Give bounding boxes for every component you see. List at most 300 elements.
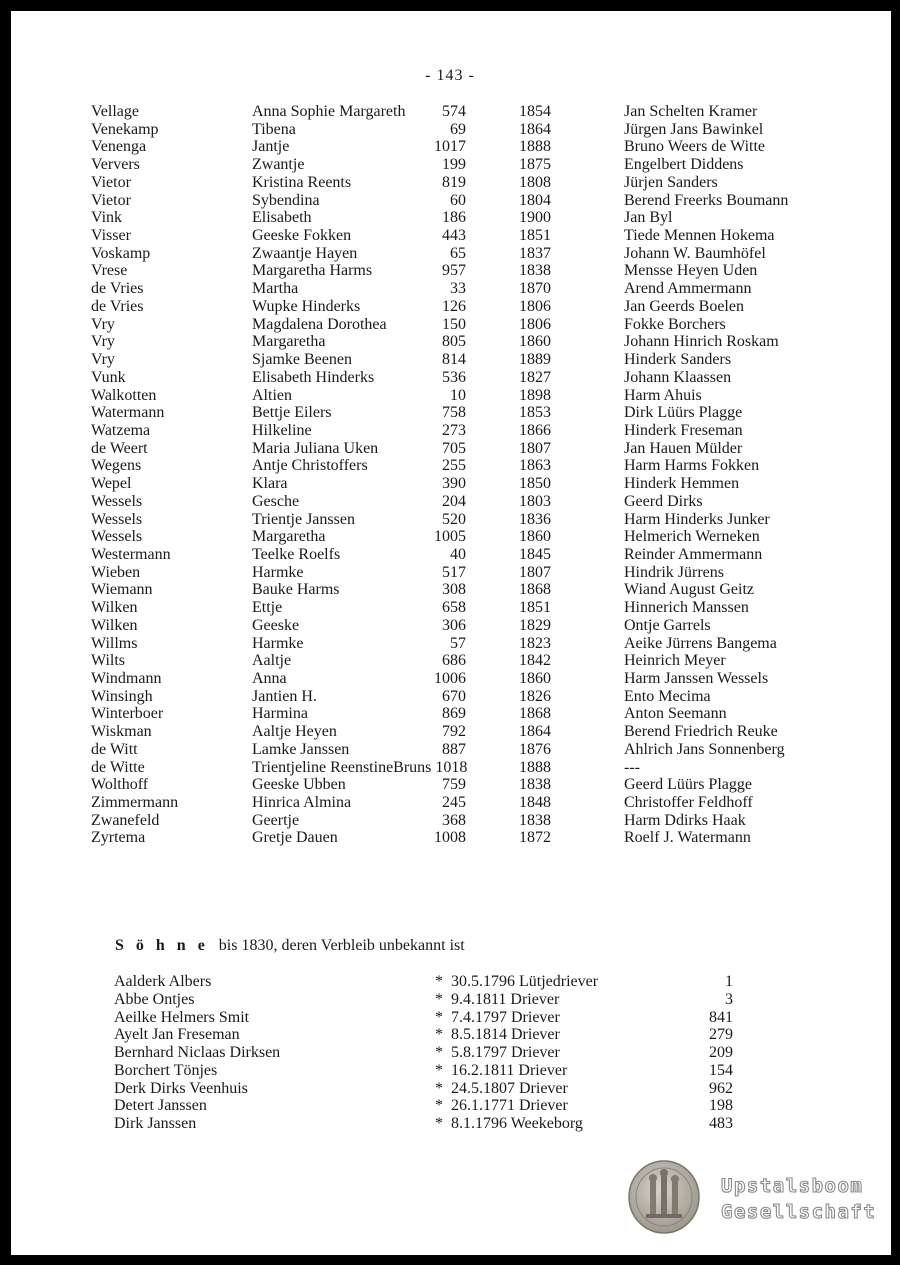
given-name-cell: Margaretha Harms xyxy=(252,262,373,280)
table-row xyxy=(0,688,900,706)
year-cell: 1900 xyxy=(519,209,551,227)
year-cell: 1864 xyxy=(519,723,551,741)
table-row xyxy=(0,209,900,227)
spouse-cell: Harm Harms Fokken xyxy=(624,457,760,475)
surname-cell: Westermann xyxy=(91,545,171,563)
given-name-cell: Geeske xyxy=(252,616,300,634)
given-name-cell: Sjamke Beenen xyxy=(252,351,352,369)
year-cell: 1851 xyxy=(519,599,551,617)
table-row xyxy=(0,351,900,369)
given-name-cell: Zwantje xyxy=(252,156,305,174)
year-cell: 1826 xyxy=(519,687,551,705)
given-name-cell: Magdalena Dorothea xyxy=(252,315,387,333)
year-cell: 1808 xyxy=(519,173,551,191)
table-row xyxy=(0,741,900,759)
spouse-cell: Johann W. Baumhöfel xyxy=(624,244,766,262)
surname-cell: Walkotten xyxy=(91,386,157,404)
spouse-cell: Ento Mecima xyxy=(624,687,711,705)
spouse-cell: Jürjen Sanders xyxy=(624,173,718,191)
number-cell: 536 xyxy=(442,368,466,386)
spouse-cell: Hindrik Jürrens xyxy=(624,563,724,581)
given-name-cell: Martha xyxy=(252,280,299,298)
number-cell: 33 xyxy=(450,280,466,298)
birth-date-place: 26.1.1771 Driever xyxy=(451,1097,568,1115)
given-name-cell: Zwaantje Hayen xyxy=(252,244,358,262)
surname-cell: Vrese xyxy=(91,262,128,280)
section-heading-spaced: S ö h n e xyxy=(115,937,209,954)
given-name-cell: Geeske Fokken xyxy=(252,227,352,245)
number-cell: 957 xyxy=(442,262,466,280)
surname-cell: Watzema xyxy=(91,421,151,439)
number-cell: 686 xyxy=(442,652,466,670)
spouse-cell: Ontje Garrels xyxy=(624,616,711,634)
birth-marker: * xyxy=(435,1115,443,1132)
son-number: 154 xyxy=(709,1061,733,1079)
number-cell: 819 xyxy=(442,173,466,191)
number-cell: 517 xyxy=(442,563,466,581)
son-name: Ayelt Jan Freseman xyxy=(114,1026,240,1044)
given-name-cell: Aaltje xyxy=(252,652,292,670)
year-cell: 1868 xyxy=(519,581,551,599)
given-name-cell: Margaretha xyxy=(252,333,326,351)
spouse-cell: Jürgen Jans Bawinkel xyxy=(624,120,764,138)
surname-cell: Vink xyxy=(91,209,123,227)
year-cell: 1838 xyxy=(519,811,551,829)
number-cell: 758 xyxy=(442,404,466,422)
table-row xyxy=(0,759,900,777)
number-cell: 670 xyxy=(442,687,466,705)
given-name-cell: Antje Christoffers xyxy=(252,457,368,475)
given-name-cell: Kristina Reents xyxy=(252,173,352,191)
given-name-cell: Geertje xyxy=(252,811,300,829)
surname-cell: de Vries xyxy=(91,280,144,298)
birth-marker: * xyxy=(435,1097,443,1115)
sons-table xyxy=(0,973,900,1133)
surname-cell: Wilken xyxy=(91,616,138,634)
number-cell: 69 xyxy=(450,120,466,138)
logo-text xyxy=(721,1173,876,1225)
list-item xyxy=(0,1115,900,1133)
given-name-cell: Hilkeline xyxy=(252,421,312,439)
year-cell: 1838 xyxy=(519,262,551,280)
list-item xyxy=(0,1080,900,1098)
list-item xyxy=(0,991,900,1009)
table-row xyxy=(0,511,900,529)
year-cell: 1860 xyxy=(519,670,551,687)
table-row xyxy=(0,138,900,156)
birth-date-place: 8.5.1814 Driever xyxy=(451,1026,560,1044)
year-cell: 1860 xyxy=(519,333,551,351)
son-name: Bernhard Niclaas Dirksen xyxy=(114,1044,281,1061)
surname-cell: Windmann xyxy=(91,670,162,687)
surname-cell: Winterboer xyxy=(91,705,164,723)
spouse-cell: Berend Freerks Boumann xyxy=(624,191,789,209)
spouse-cell: Bruno Weers de Witte xyxy=(624,138,765,156)
given-name-cell: Wupke Hinderks xyxy=(252,297,361,315)
surname-cell: Willms xyxy=(91,634,138,652)
given-name-cell: Margaretha xyxy=(252,528,326,546)
table-row xyxy=(0,156,900,174)
given-name-cell: Tibena xyxy=(252,120,296,138)
given-name-cell: Klara xyxy=(252,475,288,493)
spouse-cell: Roelf J. Watermann xyxy=(624,829,751,847)
birth-date-place: 16.2.1811 Driever xyxy=(451,1061,568,1079)
surname-cell: Wepel xyxy=(91,475,132,493)
given-name-cell: Elisabeth xyxy=(252,209,312,227)
surname-cell: Wessels xyxy=(91,528,143,546)
year-cell: 1898 xyxy=(519,386,551,404)
year-cell: 1851 xyxy=(519,227,551,245)
year-cell: 1823 xyxy=(519,634,551,652)
son-number: 841 xyxy=(709,1008,733,1026)
table-row xyxy=(0,457,900,475)
given-name-cell: Bettje Eilers xyxy=(252,404,332,422)
year-cell: 1875 xyxy=(519,156,551,174)
given-name-cell: Aaltje Heyen xyxy=(252,723,337,741)
table-row xyxy=(0,617,900,635)
son-number: 483 xyxy=(709,1115,733,1132)
number-cell: 273 xyxy=(442,421,466,439)
number-cell: 443 xyxy=(442,227,466,245)
table-row xyxy=(0,440,900,458)
son-number: 962 xyxy=(709,1079,733,1097)
birth-marker: * xyxy=(435,1026,443,1044)
given-name-cell: Hinrica Almina xyxy=(252,794,352,812)
table-row xyxy=(0,103,900,121)
year-cell: 1868 xyxy=(519,705,551,723)
spouse-cell: Berend Friedrich Reuke xyxy=(624,723,778,741)
year-cell: 1876 xyxy=(519,740,551,758)
surname-cell: Wilken xyxy=(91,599,138,617)
spouse-cell: Johann Hinrich Roskam xyxy=(624,333,779,351)
society-logo xyxy=(628,1160,878,1234)
table-row xyxy=(0,812,900,830)
surname-cell: Zwanefeld xyxy=(91,811,160,829)
surname-cell: Ververs xyxy=(91,156,140,174)
birth-marker: * xyxy=(435,1044,443,1061)
surname-cell: de Witt xyxy=(91,740,138,758)
table-row xyxy=(0,635,900,653)
year-cell: 1860 xyxy=(519,528,551,546)
surname-cell: Wessels xyxy=(91,510,143,528)
number-cell: 520 xyxy=(442,510,466,528)
birth-date-place: 8.1.1796 Weekeborg xyxy=(451,1115,583,1132)
list-item xyxy=(0,973,900,991)
table-row xyxy=(0,245,900,263)
section-heading xyxy=(115,937,465,955)
table-row xyxy=(0,333,900,351)
year-cell: 1866 xyxy=(519,421,551,439)
logo-line-1: Upstalsboom xyxy=(721,1175,864,1197)
son-name: Detert Janssen xyxy=(114,1097,207,1115)
number-cell: 368 xyxy=(442,811,466,829)
table-row xyxy=(0,422,900,440)
son-name: Dirk Janssen xyxy=(114,1115,197,1132)
year-cell: 1803 xyxy=(519,492,551,510)
birth-marker: * xyxy=(435,1061,443,1079)
spouse-cell: Harm Janssen Wessels xyxy=(624,670,769,687)
year-cell: 1838 xyxy=(519,776,551,794)
surname-cell: Zyrtema xyxy=(91,829,146,847)
given-name-cell: Gesche xyxy=(252,492,300,510)
year-cell: 1806 xyxy=(519,315,551,333)
spouse-cell: Harm Hinderks Junker xyxy=(624,510,770,528)
year-cell: 1827 xyxy=(519,368,551,386)
surname-cell: Wolthoff xyxy=(91,776,149,794)
marriage-table xyxy=(0,103,900,847)
son-number: 279 xyxy=(709,1026,733,1044)
table-row xyxy=(0,705,900,723)
surname-cell: Winsingh xyxy=(91,687,153,705)
surname-cell: Vry xyxy=(91,315,115,333)
list-item xyxy=(0,1044,900,1062)
number-cell: 57 xyxy=(450,634,466,652)
surname-cell: Wiskman xyxy=(91,723,152,741)
surname-cell: Vellage xyxy=(91,103,139,120)
table-row xyxy=(0,776,900,794)
number-cell: 887 xyxy=(442,740,466,758)
spouse-cell: Anton Seemann xyxy=(624,705,727,723)
year-cell: 1850 xyxy=(519,475,551,493)
surname-cell: Wegens xyxy=(91,457,142,475)
son-name: Aalderk Albers xyxy=(114,973,212,990)
table-row xyxy=(0,404,900,422)
surname-cell: Wieben xyxy=(91,563,141,581)
number-cell: 255 xyxy=(442,457,466,475)
spouse-cell: --- xyxy=(624,758,640,776)
spouse-cell: Wiand August Geitz xyxy=(624,581,754,599)
year-cell: 1888 xyxy=(519,758,551,776)
spouse-cell: Helmerich Werneken xyxy=(624,528,760,546)
table-row xyxy=(0,387,900,405)
son-name: Derk Dirks Veenhuis xyxy=(114,1079,248,1097)
number-cell: 126 xyxy=(442,297,466,315)
number-cell: 308 xyxy=(442,581,466,599)
number-cell: 199 xyxy=(442,156,466,174)
table-row xyxy=(0,174,900,192)
table-row xyxy=(0,581,900,599)
table-row xyxy=(0,599,900,617)
birth-marker: * xyxy=(435,990,443,1008)
year-cell: 1863 xyxy=(519,457,551,475)
surname-cell: Watermann xyxy=(91,404,165,422)
given-name-cell: Teelke Roelfs xyxy=(252,545,341,563)
given-name-cell: Gretje Dauen xyxy=(252,829,338,847)
list-item xyxy=(0,1026,900,1044)
surname-cell: Vietor xyxy=(91,173,131,191)
year-cell: 1807 xyxy=(519,439,551,457)
spouse-cell: Jan Schelten Kramer xyxy=(624,103,758,120)
surname-cell: Vietor xyxy=(91,191,131,209)
spouse-cell: Fokke Borchers xyxy=(624,315,726,333)
given-name-cell: Jantien H. xyxy=(252,687,317,705)
given-name-cell: Lamke Janssen xyxy=(252,740,350,758)
surname-cell: Wessels xyxy=(91,492,143,510)
spouse-cell: Reinder Ammermann xyxy=(624,545,763,563)
spouse-cell: Jan Hauen Mülder xyxy=(624,439,743,457)
logo-line-2: Gesellschaft xyxy=(721,1201,877,1223)
table-row xyxy=(0,670,900,688)
spouse-cell: Mensse Heyen Uden xyxy=(624,262,758,280)
number-cell: 150 xyxy=(442,315,466,333)
list-item xyxy=(0,1097,900,1115)
year-cell: 1842 xyxy=(519,652,551,670)
given-name-cell: Harmke xyxy=(252,634,304,652)
year-cell: 1872 xyxy=(519,829,551,847)
spouse-cell: Hinderk Sanders xyxy=(624,351,732,369)
table-row xyxy=(0,227,900,245)
spouse-cell: Hinnerich Manssen xyxy=(624,599,749,617)
spouse-cell: Ahlrich Jans Sonnenberg xyxy=(624,740,785,758)
table-row xyxy=(0,262,900,280)
birth-date-place: 5.8.1797 Driever xyxy=(451,1044,560,1061)
year-cell: 1853 xyxy=(519,404,551,422)
table-row xyxy=(0,564,900,582)
spouse-cell: Tiede Mennen Hokema xyxy=(624,227,775,245)
given-name-cell: Elisabeth Hinderks xyxy=(252,368,375,386)
table-row xyxy=(0,121,900,139)
year-cell: 1845 xyxy=(519,545,551,563)
spouse-cell: Hinderk Hemmen xyxy=(624,475,740,493)
number-cell: 658 xyxy=(442,599,466,617)
year-cell: 1837 xyxy=(519,244,551,262)
number-cell: 245 xyxy=(442,794,466,812)
number-cell: 1008 xyxy=(434,829,466,847)
spouse-cell: Harm Ddirks Haak xyxy=(624,811,746,829)
table-row xyxy=(0,298,900,316)
number-cell: 10 xyxy=(450,386,466,404)
year-cell: 1836 xyxy=(519,510,551,528)
son-number: 3 xyxy=(725,990,733,1008)
surname-cell: de Witte xyxy=(91,758,145,776)
number-cell: 574 xyxy=(442,103,466,120)
son-number: 209 xyxy=(709,1044,733,1061)
number-cell: 204 xyxy=(442,492,466,510)
year-cell: 1889 xyxy=(519,351,551,369)
table-row xyxy=(0,493,900,511)
number-cell: 306 xyxy=(442,616,466,634)
year-cell: 1829 xyxy=(519,616,551,634)
number-cell: 805 xyxy=(442,333,466,351)
spouse-cell: Aeike Jürrens Bangema xyxy=(624,634,777,652)
table-row xyxy=(0,794,900,812)
spouse-cell: Geerd Dirks xyxy=(624,492,703,510)
number-cell: 814 xyxy=(442,351,466,369)
surname-cell: Visser xyxy=(91,227,131,245)
given-name-cell: Ettje xyxy=(252,599,283,617)
surname-cell: de Weert xyxy=(91,439,148,457)
given-name-cell: Altien xyxy=(252,386,292,404)
given-name-cell: Trientje Janssen xyxy=(252,510,355,528)
table-row xyxy=(0,723,900,741)
spouse-cell: Dirk Lüürs Plagge xyxy=(624,404,743,422)
number-cell: 186 xyxy=(442,209,466,227)
number-cell: 60 xyxy=(450,191,466,209)
surname-cell: Zimmermann xyxy=(91,794,179,812)
number-cell: 869 xyxy=(442,705,466,723)
birth-marker: * xyxy=(435,1079,443,1097)
number-cell: 705 xyxy=(442,439,466,457)
seal-icon xyxy=(628,1160,700,1234)
son-name: Borchert Tönjes xyxy=(114,1061,218,1079)
table-row xyxy=(0,652,900,670)
given-name-cell: Geeske Ubben xyxy=(252,776,346,794)
table-row xyxy=(0,280,900,298)
table-row xyxy=(0,192,900,210)
given-name-cell: Jantje xyxy=(252,138,290,156)
number-cell: 792 xyxy=(442,723,466,741)
list-item xyxy=(0,1009,900,1027)
surname-cell: Voskamp xyxy=(91,244,151,262)
surname-cell: Vry xyxy=(91,333,115,351)
birth-marker: * xyxy=(435,1008,443,1026)
given-name-cell: Bauke Harms xyxy=(252,581,340,599)
table-row xyxy=(0,475,900,493)
given-name-cell: Harmina xyxy=(252,705,308,723)
year-cell: 1804 xyxy=(519,191,551,209)
table-row xyxy=(0,528,900,546)
spouse-cell: Arend Ammermann xyxy=(624,280,752,298)
spouse-cell: Hinderk Freseman xyxy=(624,421,743,439)
year-cell: 1870 xyxy=(519,280,551,298)
year-cell: 1854 xyxy=(519,103,551,120)
surname-cell: Venekamp xyxy=(91,120,159,138)
given-name-cell: Anna Sophie Margareth xyxy=(252,103,406,120)
son-number: 1 xyxy=(725,973,733,990)
spouse-cell: Johann Klaassen xyxy=(624,368,732,386)
page-number: - 143 - xyxy=(425,67,475,84)
birth-date-place: 30.5.1796 Lütjedriever xyxy=(451,973,599,990)
number-cell: 1006 xyxy=(434,670,466,687)
spouse-cell: Engelbert Diddens xyxy=(624,156,744,174)
table-row xyxy=(0,829,900,847)
year-cell: 1807 xyxy=(519,563,551,581)
surname-cell: Venenga xyxy=(91,138,147,156)
surname-cell: Vunk xyxy=(91,368,126,386)
year-cell: 1848 xyxy=(519,794,551,812)
given-name-cell: Harmke xyxy=(252,563,304,581)
surname-cell: Wiemann xyxy=(91,581,153,599)
spouse-cell: Jan Geerds Boelen xyxy=(624,297,744,315)
given-name-cell: Anna xyxy=(252,670,287,687)
birth-date-place: 24.5.1807 Driever xyxy=(451,1079,568,1097)
year-cell: 1806 xyxy=(519,297,551,315)
table-row xyxy=(0,546,900,564)
spouse-cell: Harm Ahuis xyxy=(624,386,702,404)
son-name: Aeilke Helmers Smit xyxy=(114,1008,250,1026)
year-cell: 1864 xyxy=(519,120,551,138)
table-row xyxy=(0,369,900,387)
table-row xyxy=(0,316,900,334)
birth-date-place: 9.4.1811 Driever xyxy=(451,990,560,1008)
son-number: 198 xyxy=(709,1097,733,1115)
number-cell: 65 xyxy=(450,244,466,262)
number-cell: 390 xyxy=(442,475,466,493)
surname-cell: Vry xyxy=(91,351,115,369)
number-cell: 40 xyxy=(450,545,466,563)
year-cell: 1888 xyxy=(519,138,551,156)
spouse-cell: Geerd Lüürs Plagge xyxy=(624,776,752,794)
list-item xyxy=(0,1062,900,1080)
surname-cell: de Vries xyxy=(91,297,144,315)
birth-date-place: 7.4.1797 Driever xyxy=(451,1008,560,1026)
given-name-cell: Trientjeline ReenstineBruns 1018 xyxy=(252,758,468,776)
number-cell: 1017 xyxy=(434,138,466,156)
spouse-cell: Heinrich Meyer xyxy=(624,652,726,670)
section-heading-rest: bis 1830, deren Verbleib unbekannt ist xyxy=(218,937,465,954)
surname-cell: Wilts xyxy=(91,652,126,670)
number-cell: 759 xyxy=(442,776,466,794)
